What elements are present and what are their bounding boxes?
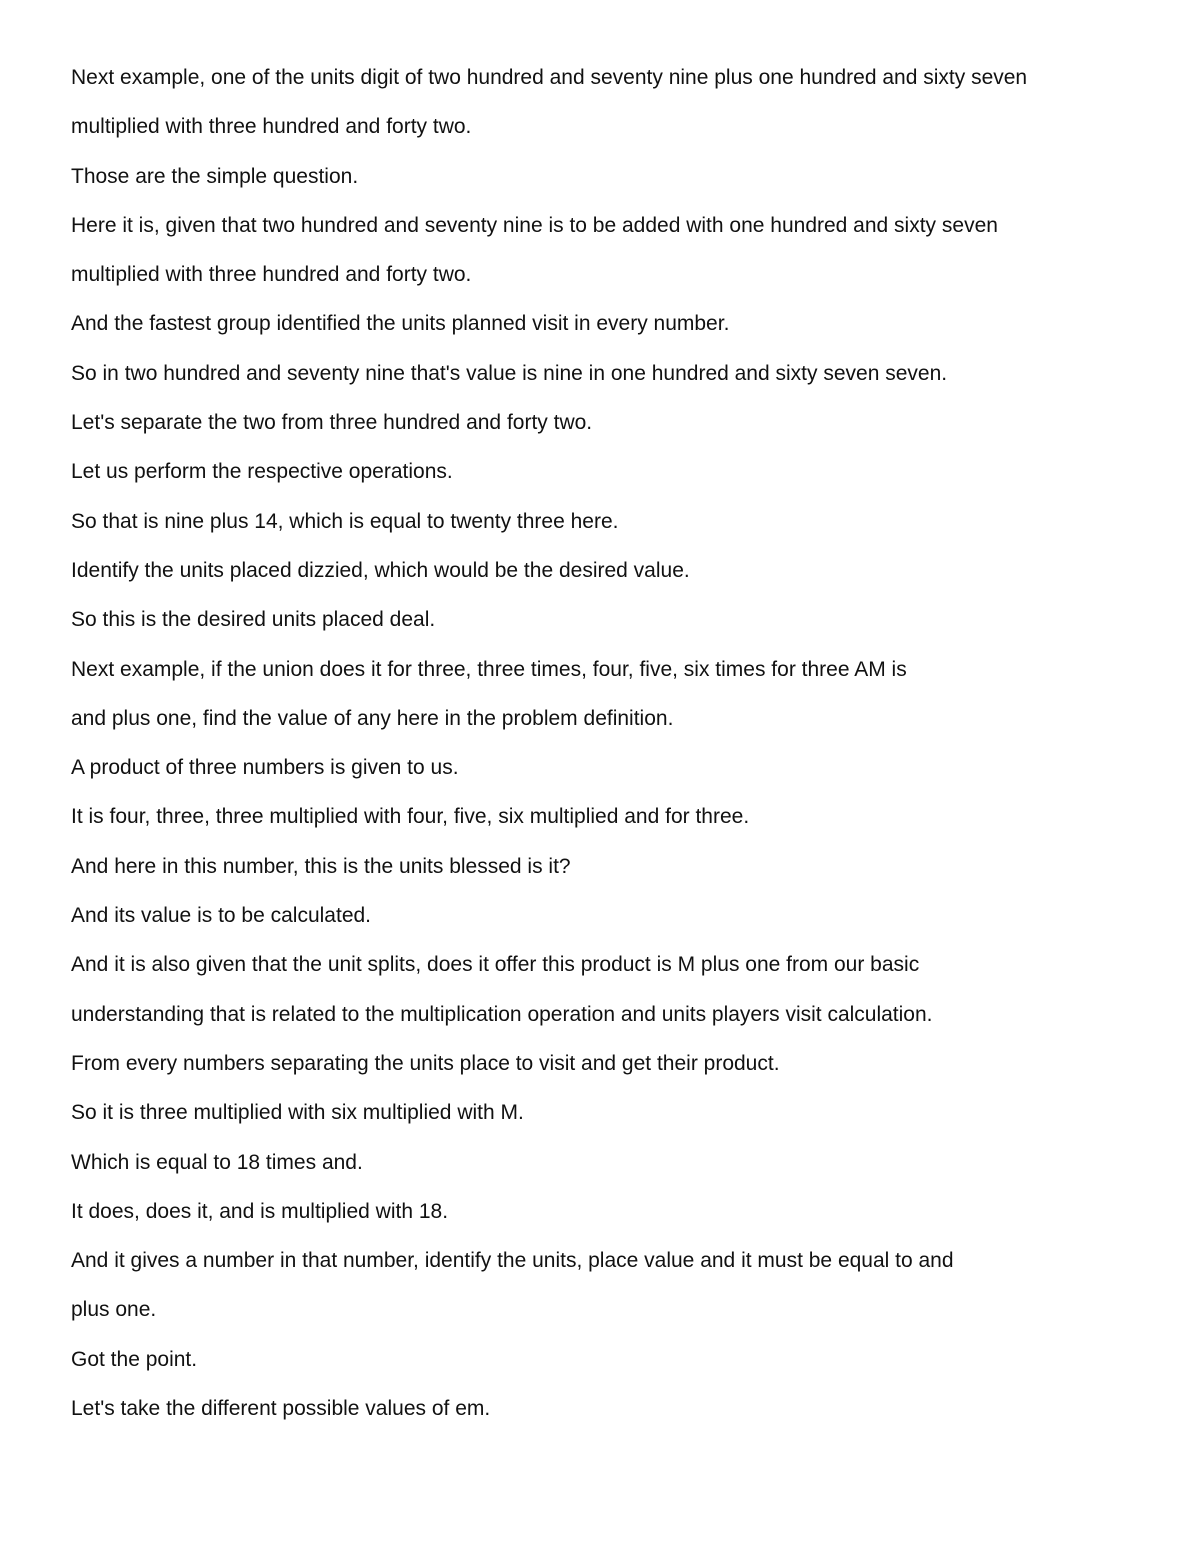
text-line-6: And the fastest group identified the units planned visit in every number. [71, 312, 730, 336]
text-line-14: and plus one, find the value of any here in the problem definition. [71, 706, 674, 730]
text-line-17: And here in this number, this is the units blessed is it? [71, 854, 571, 878]
text-line-18: And its value is to be calculated. [71, 904, 372, 928]
text-line-8: Let's separate the two from three hundred and forty two. [71, 411, 593, 435]
text-line-12: So this is the desired units placed deal. [71, 608, 436, 632]
text-line-25: And it gives a number in that number, identify the units, place value and it must be equal to and [71, 1249, 954, 1273]
document-page [71, 66, 1131, 1446]
text-line-3: Those are the simple question. [71, 164, 359, 188]
text-line-4: Here it is, given that two hundred and seventy nine is to be added with one hundred and sixty seven [71, 213, 998, 237]
text-line-2: multiplied with three hundred and forty two. [71, 115, 472, 139]
text-line-28: Let's take the different possible values of em. [71, 1397, 491, 1421]
text-line-10: So that is nine plus 14, which is equal to twenty three here. [71, 509, 619, 533]
text-line-22: So it is three multiplied with six multiplied with M. [71, 1101, 524, 1125]
text-line-16: It is four, three, three multiplied with four, five, six multiplied and for three. [71, 805, 750, 829]
text-line-20: understanding that is related to the multiplication operation and units players visit calculation. [71, 1002, 933, 1026]
text-line-15: A product of three numbers is given to us. [71, 756, 459, 780]
text-line-13: Next example, if the union does it for three, three times, four, five, six times for three AM is [71, 657, 907, 681]
text-line-19: And it is also given that the unit splits, does it offer this product is M plus one from our basic [71, 953, 920, 977]
text-line-24: It does, does it, and is multiplied with 18. [71, 1199, 449, 1223]
text-line-1: Next example, one of the units digit of two hundred and seventy nine plus one hundred and sixty seven [71, 66, 1028, 89]
text-line-5: multiplied with three hundred and forty two. [71, 263, 472, 287]
text-line-9: Let us perform the respective operations. [71, 460, 453, 484]
text-line-11: Identify the units placed dizzied, which would be the desired value. [71, 558, 690, 582]
text-line-27: Got the point. [71, 1347, 198, 1371]
text-line-7: So in two hundred and seventy nine that's value is nine in one hundred and sixty seven seven. [71, 361, 948, 385]
text-line-21: From every numbers separating the units place to visit and get their product. [71, 1051, 780, 1075]
text-line-23: Which is equal to 18 times and. [71, 1150, 363, 1174]
text-line-26: plus one. [71, 1298, 157, 1322]
